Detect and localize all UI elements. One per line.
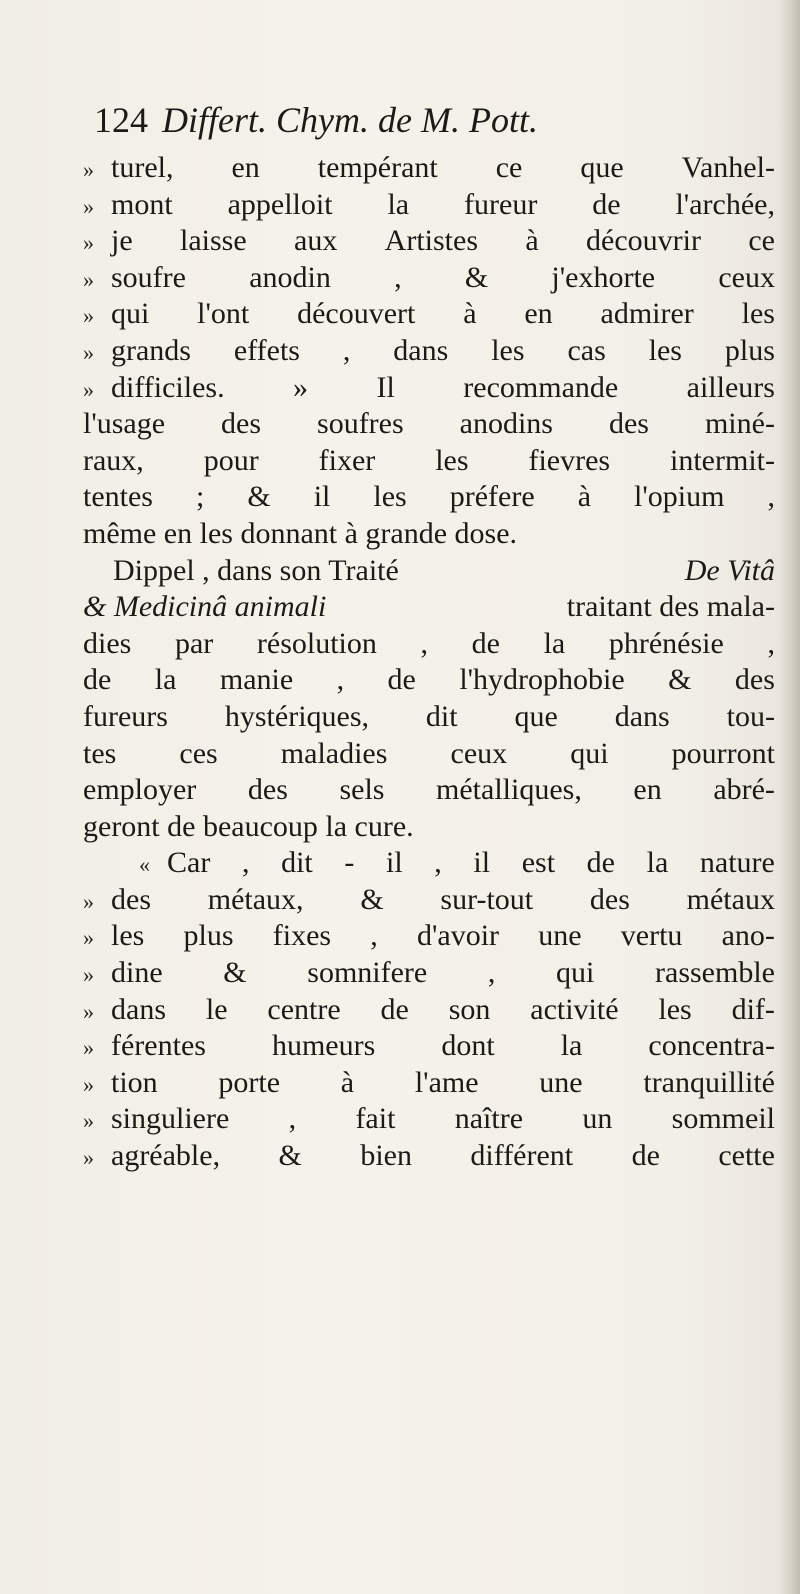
text-line-11: même en les donnant à grande dose. (83, 516, 518, 550)
text-line-22: » les plus fixes , d'avoir une vertu ano- (83, 919, 775, 953)
text-line-23: » dine & somnifere , qui rassemble (83, 956, 775, 990)
page-number: 124 (94, 100, 148, 140)
italic-title: & Medicinâ animali (83, 590, 327, 624)
text-line-6: » grands effets , dans les cas les plus (83, 333, 775, 367)
text-line-28: » agréable, & bien différent de cette (83, 1139, 775, 1173)
text-line-15: de la manie , de l'hydrophobie & des (83, 663, 775, 697)
text-line-19: geront de beaucoup la cure. (83, 809, 414, 843)
text-line-26: » tion porte à l'ame une tranquillité (83, 1065, 775, 1099)
text-line-21: » des métaux, & sur-tout des métaux (83, 882, 775, 916)
body-text (83, 150, 775, 1175)
text-line-3: » je laisse aux Artistes à découvrir ce (83, 224, 775, 258)
text-span: Dippel , dans son Traité (113, 553, 407, 587)
text-line-4: » soufre anodin , & j'exhorte ceux (83, 260, 775, 294)
text-line-9: raux, pour fixer les fievres intermit- (83, 443, 775, 477)
text-line-14: dies par résolution , de la phrénésie , (83, 626, 775, 660)
text-line-17: tes ces maladies ceux qui pourront (83, 736, 775, 770)
text-line-12 (83, 553, 775, 590)
text-span: traitant des mala- (559, 590, 775, 624)
text-line-18: employer des sels métalliques, en abré- (83, 773, 775, 807)
text-line-16: fureurs hystériques, dit que dans tou- (83, 699, 775, 733)
text-line-8: l'usage des soufres anodins des miné- (83, 407, 775, 441)
page-edge-shadow (778, 0, 800, 1594)
text-line-10: tentes ; & il les préfere à l'opium , (83, 480, 775, 514)
text-line-2: » mont appelloit la fureur de l'archée, (83, 187, 775, 221)
text-line-24: » dans le centre de son activité les dif- (83, 992, 775, 1026)
text-line-13 (83, 589, 775, 626)
running-head-title: Differt. Chym. de M. Pott. (162, 100, 538, 140)
text-line-5: » qui l'ont découvert à en admirer les (83, 297, 775, 331)
running-header (94, 100, 538, 140)
italic-title: De Vitâ (684, 553, 775, 587)
text-line-7: » difficiles. » Il recommande ailleurs (83, 370, 775, 404)
text-line-1: » turel, en tempérant ce que Vanhel- (83, 151, 775, 184)
text-line-25: » férentes humeurs dont la concentra- (83, 1029, 775, 1063)
text-line-27: » singuliere , fait naître un sommeil (83, 1102, 775, 1136)
text-line-20: « Car , dit - il , il est de la nature (139, 846, 775, 880)
